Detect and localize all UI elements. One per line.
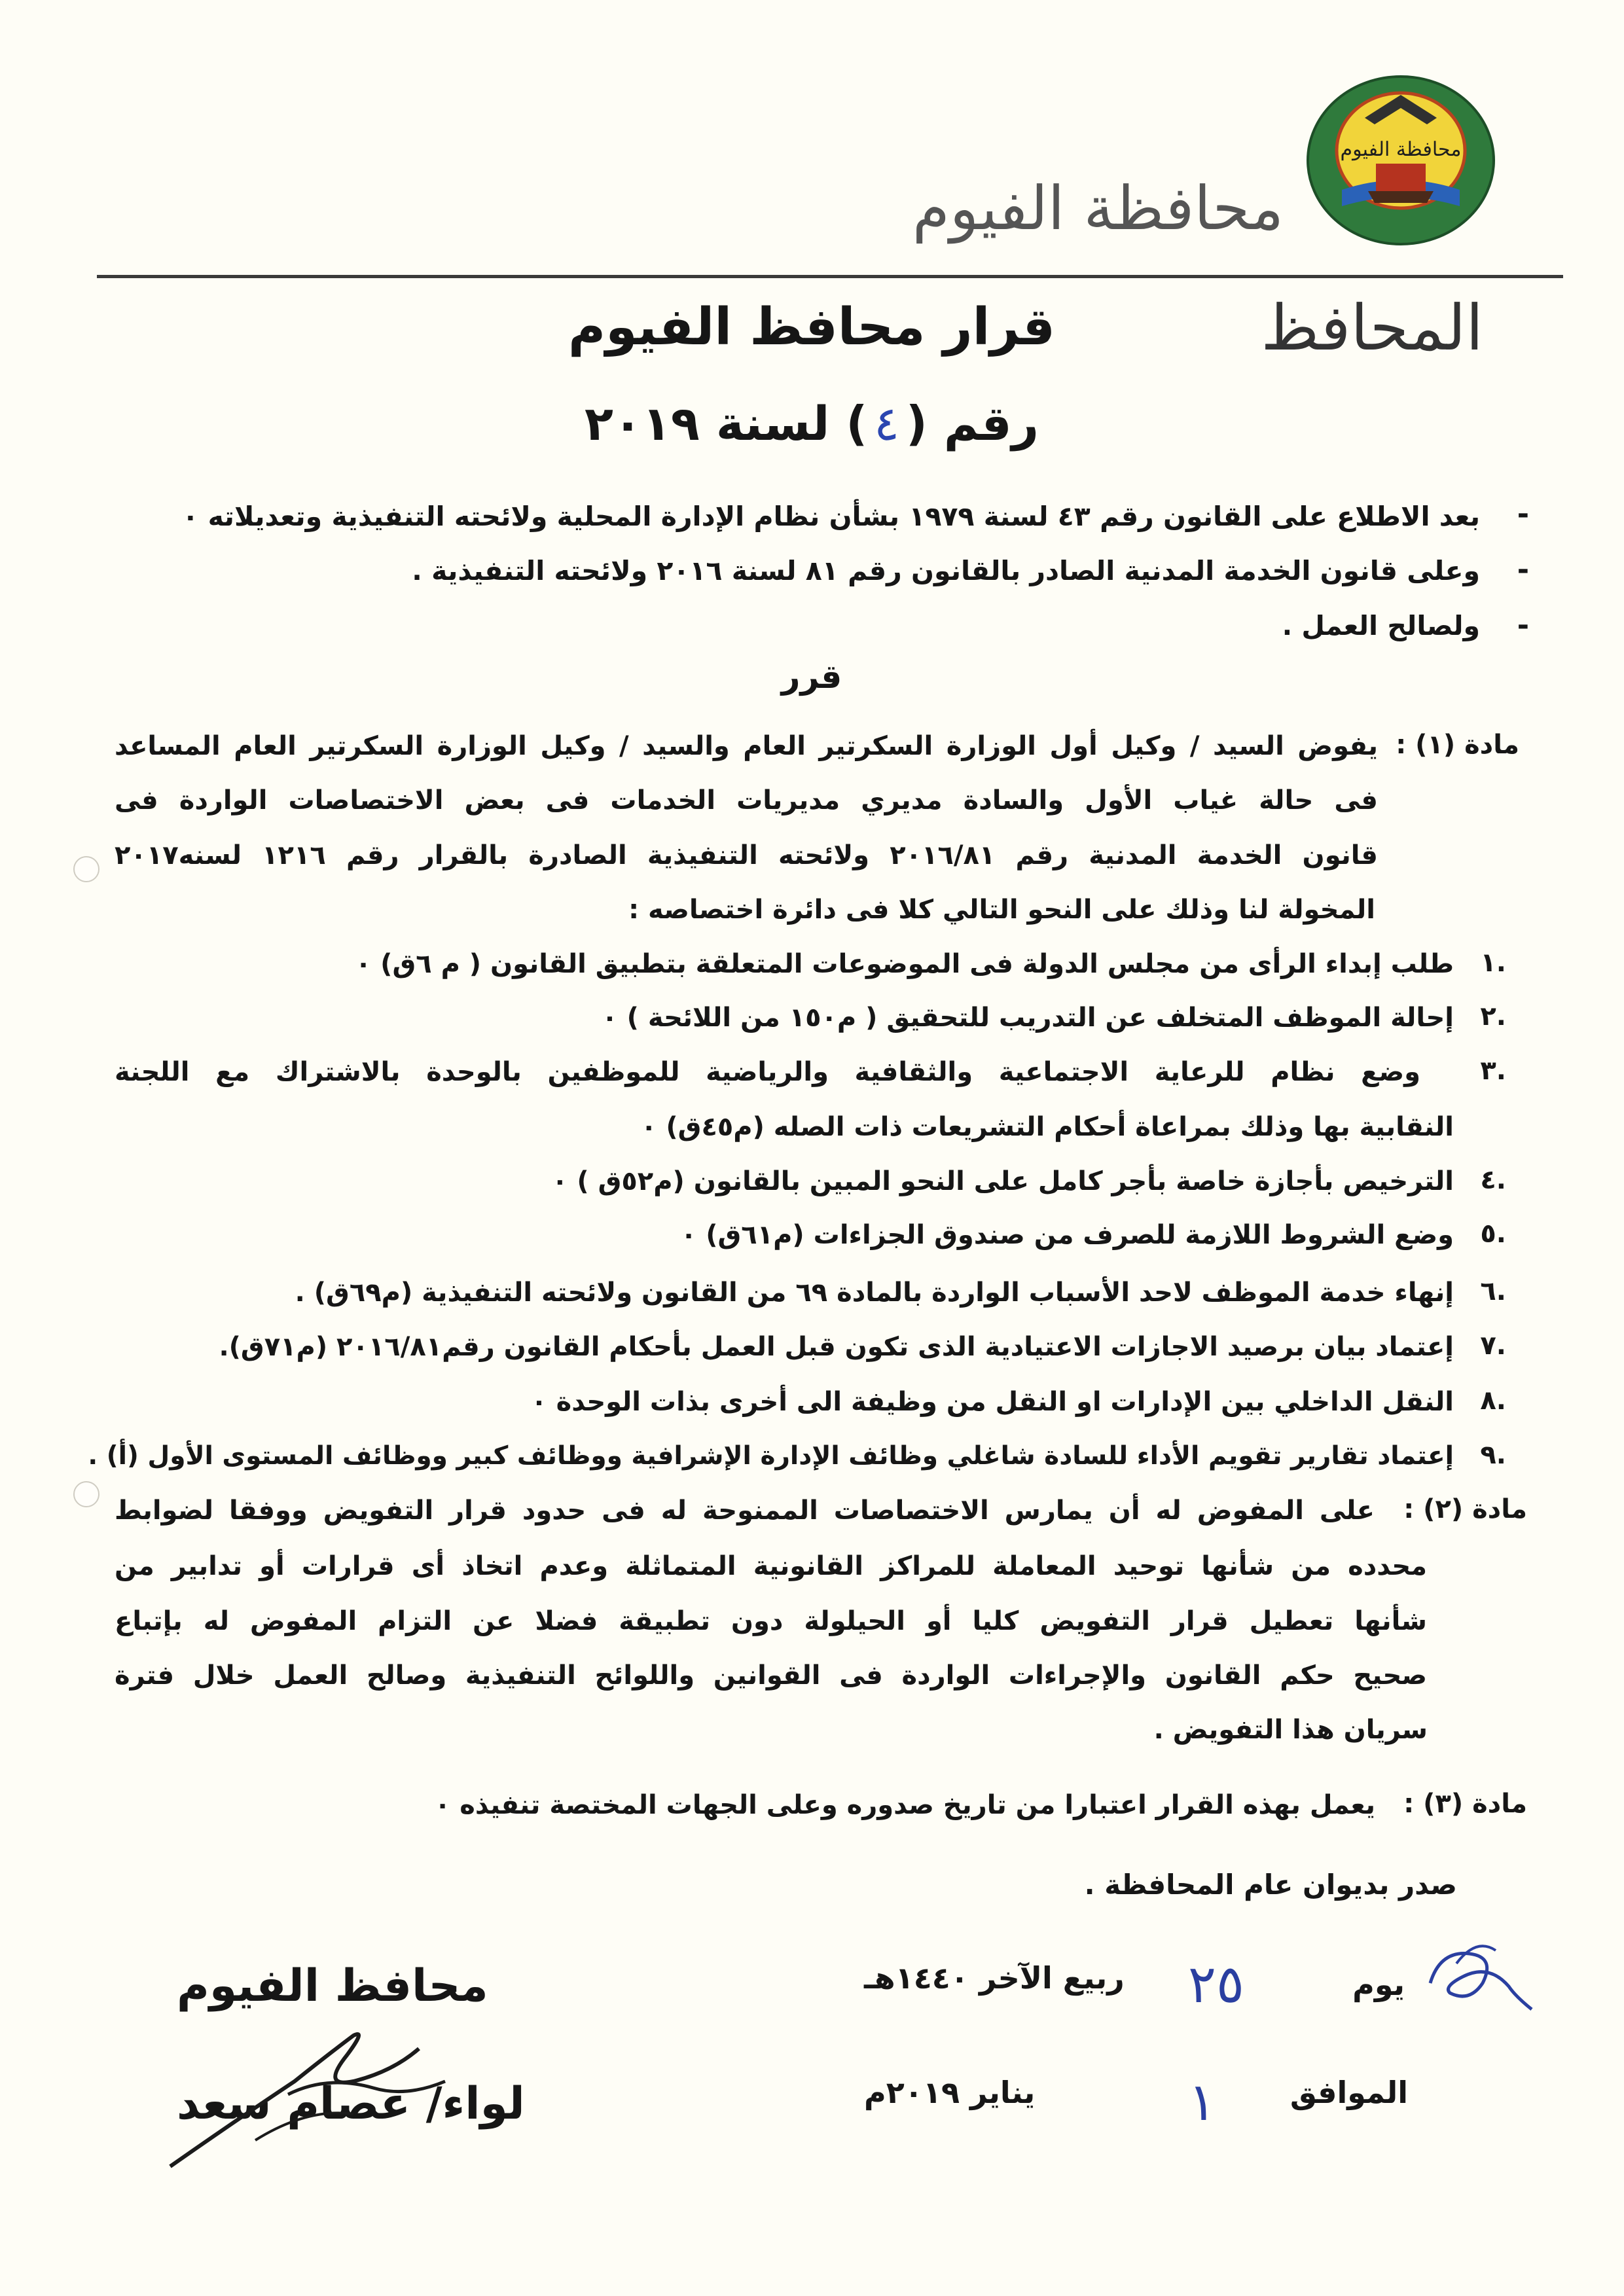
decree-title: قرار محافظ الفيوم (568, 298, 1055, 357)
governorate-name: محافظة الفيوم (912, 173, 1284, 243)
article-1-line: فى حالة غياب الأول والسادة مديري مديريات الخدمات فى بعض الاختصاصات الواردة فى (115, 785, 1378, 816)
bullet-dash: - (1517, 497, 1529, 531)
article-2-line: شأنها تعطيل قرار التفويض كليا أو الحيلولة دون تطبيقة فضلا عن التزام المفوض له بإتباع (115, 1606, 1427, 1636)
issued-statement: صدر بديوان عام المحافظة . (1084, 1869, 1457, 1901)
initials-signature (1417, 1924, 1542, 2029)
item-number: ٤. (1480, 1165, 1506, 1195)
item-number: ١. (1480, 948, 1506, 978)
office-label: المحافظ (1261, 291, 1483, 365)
article-1-label: مادة (١) : (1396, 730, 1519, 760)
item-number: ٢. (1480, 1001, 1506, 1031)
item-text: النقل الداخلي بين الإدارات او النقل من وظيفة الى أخرى بذات الوحدة ٠ (531, 1387, 1454, 1417)
article-2-line: سريان هذا التفويض . (1153, 1715, 1428, 1745)
item-text: وضع الشروط اللازمة للصرف من صندوق الجزاءات (م٦١ق) ٠ (680, 1220, 1454, 1250)
gregorian-month-year: يناير ٢٠١٩م (864, 2075, 1036, 2110)
article-2-label: مادة (٢) : (1403, 1494, 1527, 1524)
item-number: ٦. (1480, 1276, 1506, 1306)
signatory-title: محافظ الفيوم (177, 1960, 488, 2012)
decree-number-suffix: ) لسنة ٢٠١٩ (585, 396, 868, 451)
article-1-line: قانون الخدمة المدنية رقم ٢٠١٦/٨١ ولائحته التنفيذية الصادرة بالقرار رقم ١٢١٦ لسنه٢٠١٧ (115, 840, 1378, 870)
governorate-seal (1303, 72, 1499, 249)
item-text: إنهاء خدمة الموظف لاحد الأسباب الواردة بالمادة ٦٩ من القانون ولائحته التنفيذية (م٦٩ق) . (295, 1278, 1454, 1308)
hijri-month-year: ربيع الآخر ١٤٤٠هـ (864, 1960, 1125, 1996)
item-text-continued: النقابية بها وذلك بمراعاة أحكام التشريعات ذات الصله (م٤٥ق) ٠ (641, 1112, 1454, 1142)
item-text: إعتماد تقارير تقويم الأداء للسادة شاغلي وظائف الإدارة الإشرافية ووظائف كبير ووظائف المستوى الأول (أ) . (88, 1441, 1454, 1471)
article-3-text: يعمل بهذه القرار اعتبارا من تاريخ صدوره وعلى الجهات المختصة تنفيذه ٠ (434, 1790, 1375, 1820)
decree-number-value: ٤ (874, 396, 899, 451)
item-text: وضع نظام للرعاية الاجتماعية والثقافية والرياضية للموظفين بالوحدة بالاشتراك مع اللجنة (115, 1057, 1420, 1087)
item-number: ٧. (1480, 1331, 1506, 1361)
article-2-line: على المفوض له أن يمارس الاختصاصات الممنوحة له فى حدود قرار التفويض ووفقا لضوابط (115, 1496, 1375, 1526)
decree-number-prefix: رقم ( (905, 396, 1039, 451)
seal-text: محافظة الفيوم (1340, 138, 1462, 161)
day-gregorian: ١ (1188, 2072, 1216, 2132)
handwritten-signature (157, 2009, 484, 2179)
article-3-label: مادة (٣) : (1403, 1789, 1527, 1819)
preamble-line: بعد الاطلاع على القانون رقم ٤٣ لسنة ١٩٧٩ بشأن نظام الإدارة المحلية ولائحته التنفيذية وتعديلاته ٠ (182, 501, 1480, 532)
item-text: الترخيص بأجازة خاصة بأجر كامل على النحو المبين بالقانون (م٥٢ق ) ٠ (552, 1166, 1454, 1196)
punch-hole (73, 856, 99, 882)
article-2-line: محدده من شأنها توحيد المعاملة للمراكز القانونية المتماثلة وعدم اتخاذ أى قرارات أو تدابير من (115, 1551, 1427, 1581)
item-number: ٨. (1480, 1386, 1506, 1416)
bullet-dash: - (1517, 553, 1529, 586)
item-text: إعتماد بيان برصيد الاجازات الاعتيادية الذى تكون قبل العمل بأحكام القانون رقم٢٠١٦/٨١ (م٧١ق). (219, 1332, 1454, 1362)
day-label: يوم (1352, 1967, 1405, 2002)
signatory-name: لواء/ عصام سعد (177, 2078, 525, 2130)
bullet-dash: - (1517, 609, 1529, 642)
corresponding-label: الموافق (1290, 2075, 1408, 2110)
item-number: ٣. (1480, 1056, 1506, 1086)
punch-hole (73, 1481, 99, 1507)
preamble-line: ولصالح العمل . (1282, 610, 1480, 641)
day-hijri: ٢٥ (1188, 1954, 1244, 2015)
header-divider (97, 275, 1563, 278)
decree-number (550, 396, 1074, 451)
article-1-line: المخولة لنا وذلك على النحو التالي كلا فى دائرة اختصاصه : (628, 895, 1375, 925)
item-text: طلب إبداء الرأى من مجلس الدولة فى الموضوعات المتعلقة بتطبيق القانون ( م ٦ق) ٠ (355, 949, 1454, 979)
article-2-line: صحيح حكم القانون والإجراءات الواردة فى القوانين واللوائح التنفيذية وصالح العمل خلال فترة (115, 1660, 1427, 1691)
item-text: إحالة الموظف المتخلف عن التدريب للتحقيق ( م١٥٠ من اللائحة ) ٠ (602, 1003, 1454, 1033)
decided-heading: قرر (781, 658, 842, 696)
article-1-line: يفوض السيد / وكيل أول الوزارة السكرتير العام والسيد / وكيل الوزارة السكرتير العام المساعد (115, 731, 1378, 761)
item-number: ٩. (1480, 1440, 1506, 1470)
preamble-line: وعلى قانون الخدمة المدنية الصادر بالقانون رقم ٨١ لسنة ٢٠١٦ ولائحته التنفيذية . (412, 555, 1480, 586)
item-number: ٥. (1480, 1219, 1506, 1249)
